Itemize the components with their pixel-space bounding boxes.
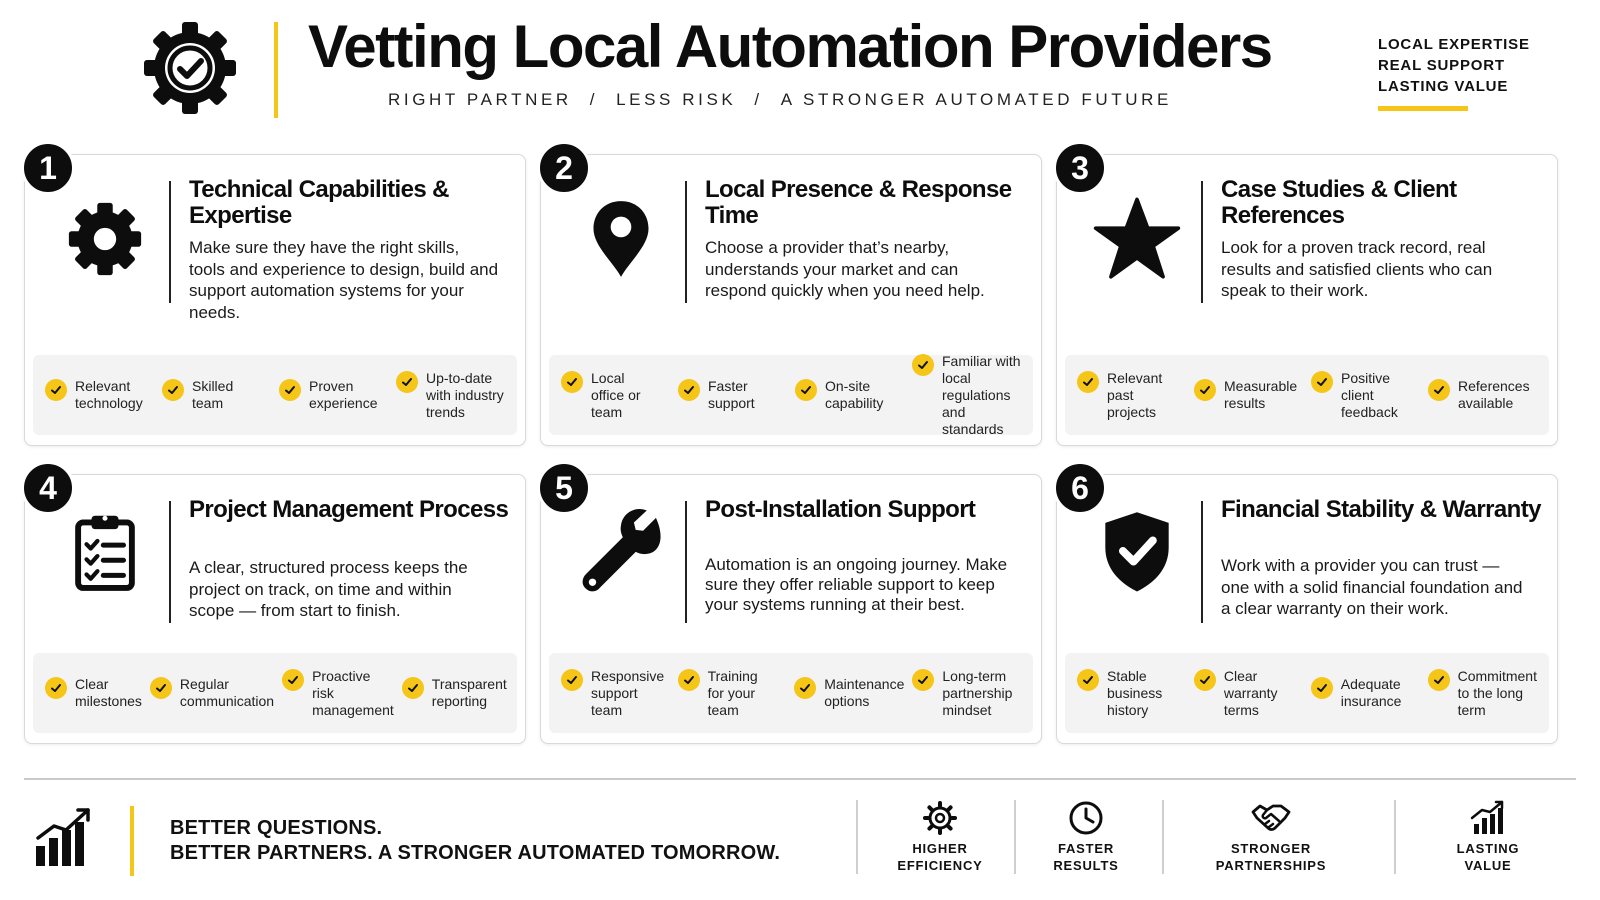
card-feature-list xyxy=(33,653,517,733)
card-feature-list xyxy=(1065,653,1549,733)
gear-check-icon xyxy=(140,18,240,118)
feature-item xyxy=(41,378,158,412)
feature-item xyxy=(1307,370,1424,421)
feature-item xyxy=(674,668,791,719)
check-icon xyxy=(1428,379,1450,401)
check-icon xyxy=(794,677,816,699)
card-description: Automation is an ongoing journey. Make sure they offer reliable support to keep your systems running at their best. xyxy=(705,555,1008,614)
check-icon xyxy=(1077,669,1099,691)
benefit-separator xyxy=(1394,800,1396,874)
check-icon xyxy=(45,379,67,401)
growth-chart-icon xyxy=(1468,800,1508,836)
feature-label: Maintenance options xyxy=(824,676,905,709)
feature-label: Long-term partnership mindset xyxy=(942,667,1013,718)
check-icon xyxy=(1311,677,1333,699)
gear-icon xyxy=(920,800,960,836)
card-description: Work with a provider you can trust — one with a solid financial foundation and a clear warranty on their work. xyxy=(1221,556,1523,618)
benefit-lasting-value xyxy=(1428,800,1548,874)
subtitle-separator: / xyxy=(754,90,763,109)
benefit-stronger-partnerships xyxy=(1196,800,1346,874)
feature-label: Proactive risk management xyxy=(312,667,394,718)
feature-item xyxy=(41,676,146,710)
card-divider xyxy=(1201,181,1203,303)
feature-label: On-site capability xyxy=(825,378,884,411)
feature-label: Relevant past projects xyxy=(1107,369,1163,420)
check-icon xyxy=(678,669,700,691)
check-icon xyxy=(912,669,934,691)
footer-divider-line xyxy=(24,778,1576,780)
feature-item xyxy=(146,676,278,710)
benefit-label: STRONGER PARTNERSHIPS xyxy=(1215,841,1327,873)
feature-item xyxy=(557,668,674,719)
card-description: Choose a provider that’s nearby, understands your market and can respond quickly when you need help. xyxy=(705,238,985,300)
feature-label: Up-to-date with industry trends xyxy=(426,369,504,420)
check-icon xyxy=(1194,379,1216,401)
card-feature-list xyxy=(1065,355,1549,435)
star-icon xyxy=(1091,193,1183,285)
feature-label: Faster support xyxy=(708,378,755,411)
card-feature-list xyxy=(549,653,1033,733)
check-icon xyxy=(678,379,700,401)
card-description: Make sure they have the right skills, tools and experience to design, build and support automation systems for your needs. xyxy=(189,238,499,322)
feature-item xyxy=(158,378,275,412)
feature-item xyxy=(1073,668,1190,719)
handshake-icon xyxy=(1251,800,1291,836)
feature-label: Familiar with local regulations and standards xyxy=(942,352,1021,437)
check-icon xyxy=(402,677,424,699)
card-number-badge: 6 xyxy=(1053,461,1107,515)
check-icon xyxy=(150,677,172,699)
tagline-line: REAL SUPPORT xyxy=(1378,57,1505,74)
card-number-badge: 4 xyxy=(21,461,75,515)
wrench-icon xyxy=(575,505,667,597)
feature-item xyxy=(557,370,674,421)
feature-item xyxy=(908,668,1025,719)
feature-item xyxy=(398,676,511,710)
tagline-line: LASTING VALUE xyxy=(1378,78,1509,95)
page-title: Vetting Local Automation Providers xyxy=(308,13,1272,80)
feature-label: Adequate insurance xyxy=(1340,676,1402,709)
clock-icon xyxy=(1066,800,1106,836)
benefit-separator xyxy=(1162,800,1164,874)
page-header xyxy=(0,0,1600,130)
tagline-line: LOCAL EXPERTISE xyxy=(1378,36,1530,53)
feature-label: Local office or team xyxy=(591,369,641,420)
feature-label: References available xyxy=(1458,378,1530,411)
feature-label: Proven experience xyxy=(309,378,378,411)
benefit-separator xyxy=(856,800,858,874)
card-feature-list xyxy=(549,352,1033,437)
card-divider xyxy=(1201,501,1203,623)
feature-item xyxy=(1424,668,1541,719)
card-local-presence xyxy=(540,149,1042,446)
feature-item xyxy=(1424,378,1541,412)
footer-accent-bar xyxy=(130,806,134,876)
subtitle-part: A STRONGER AUTOMATED FUTURE xyxy=(780,90,1172,109)
card-financial-stability xyxy=(1056,469,1558,744)
feature-label: Regular communication xyxy=(179,676,275,709)
feature-item xyxy=(791,378,908,412)
feature-item xyxy=(908,353,1025,438)
subtitle-separator: / xyxy=(589,90,599,109)
header-tagline xyxy=(1378,34,1530,97)
check-icon xyxy=(1077,371,1099,393)
card-title: Case Studies & Client References xyxy=(1221,176,1457,229)
check-icon xyxy=(1311,371,1333,393)
footer-line-2: BETTER PARTNERS. A STRONGER AUTOMATED TOMORROW. xyxy=(170,842,781,864)
feature-label: Responsive support team xyxy=(591,667,665,718)
feature-item xyxy=(278,668,398,719)
card-number-badge: 5 xyxy=(537,461,591,515)
card-post-installation xyxy=(540,469,1042,744)
feature-item xyxy=(275,378,392,412)
card-description: A clear, structured process keeps the project on track, on time and within scope — from start to finish. xyxy=(189,558,468,620)
card-divider xyxy=(685,501,687,623)
feature-item xyxy=(1307,676,1424,710)
card-title: Financial Stability & Warranty xyxy=(1221,496,1541,523)
check-icon xyxy=(912,354,934,376)
check-icon xyxy=(1428,669,1450,691)
page-subtitle xyxy=(388,90,1172,110)
card-number-badge: 1 xyxy=(21,141,75,195)
footer-line-1: BETTER QUESTIONS. xyxy=(170,817,383,839)
feature-label: Clear warranty terms xyxy=(1223,667,1278,718)
feature-label: Transparent reporting xyxy=(431,676,507,709)
check-icon xyxy=(45,677,67,699)
check-icon xyxy=(162,379,184,401)
location-pin-icon xyxy=(575,193,667,285)
feature-label: Skilled team xyxy=(192,378,234,411)
check-icon xyxy=(795,379,817,401)
check-icon xyxy=(561,669,583,691)
card-description: Look for a proven track record, real results and satisfied clients who can speak to their work. xyxy=(1221,238,1493,300)
clipboard-checklist-icon xyxy=(59,505,151,597)
tagline-underline xyxy=(1378,106,1468,111)
card-title: Local Presence & Response Time xyxy=(705,176,1012,229)
feature-item xyxy=(790,676,908,710)
card-feature-list xyxy=(33,355,517,435)
card-title: Post-Installation Support xyxy=(705,496,976,523)
benefit-separator xyxy=(1014,800,1016,874)
card-technical-capabilities xyxy=(24,149,526,446)
benefit-label: HIGHER EFFICIENCY xyxy=(897,841,983,873)
check-icon xyxy=(396,371,418,393)
feature-label: Relevant technology xyxy=(75,378,143,411)
feature-item xyxy=(674,378,791,412)
benefit-label: LASTING VALUE xyxy=(1456,841,1520,873)
feature-label: Training for your team xyxy=(707,667,758,718)
feature-item xyxy=(392,370,509,421)
gear-icon xyxy=(59,193,151,285)
card-divider xyxy=(169,501,171,623)
check-icon xyxy=(279,379,301,401)
feature-item xyxy=(1190,668,1307,719)
check-icon xyxy=(282,669,304,691)
subtitle-part: RIGHT PARTNER xyxy=(388,90,572,109)
card-title: Technical Capabilities & Expertise xyxy=(189,176,449,229)
card-title: Project Management Process xyxy=(189,496,509,523)
card-case-studies xyxy=(1056,149,1558,446)
check-icon xyxy=(561,371,583,393)
bar-chart-growth-icon xyxy=(34,808,94,868)
card-divider xyxy=(169,181,171,303)
feature-label: Stable business history xyxy=(1107,667,1163,718)
subtitle-part: LESS RISK xyxy=(616,90,737,109)
benefit-label: FASTER RESULTS xyxy=(1053,841,1119,873)
header-divider xyxy=(274,22,278,118)
feature-item xyxy=(1190,378,1307,412)
card-project-management xyxy=(24,469,526,744)
feature-item xyxy=(1073,370,1190,421)
shield-check-icon xyxy=(1091,505,1183,597)
card-divider xyxy=(685,181,687,303)
benefit-faster-results xyxy=(1026,800,1146,874)
feature-label: Clear milestones xyxy=(75,676,142,709)
feature-label: Commitment to the long term xyxy=(1457,667,1537,718)
card-number-badge: 2 xyxy=(537,141,591,195)
benefit-higher-efficiency xyxy=(880,800,1000,874)
feature-label: Measurable results xyxy=(1224,378,1298,411)
feature-label: Positive client feedback xyxy=(1341,369,1398,420)
card-number-badge: 3 xyxy=(1053,141,1107,195)
footer-message xyxy=(170,816,780,866)
check-icon xyxy=(1194,669,1216,691)
